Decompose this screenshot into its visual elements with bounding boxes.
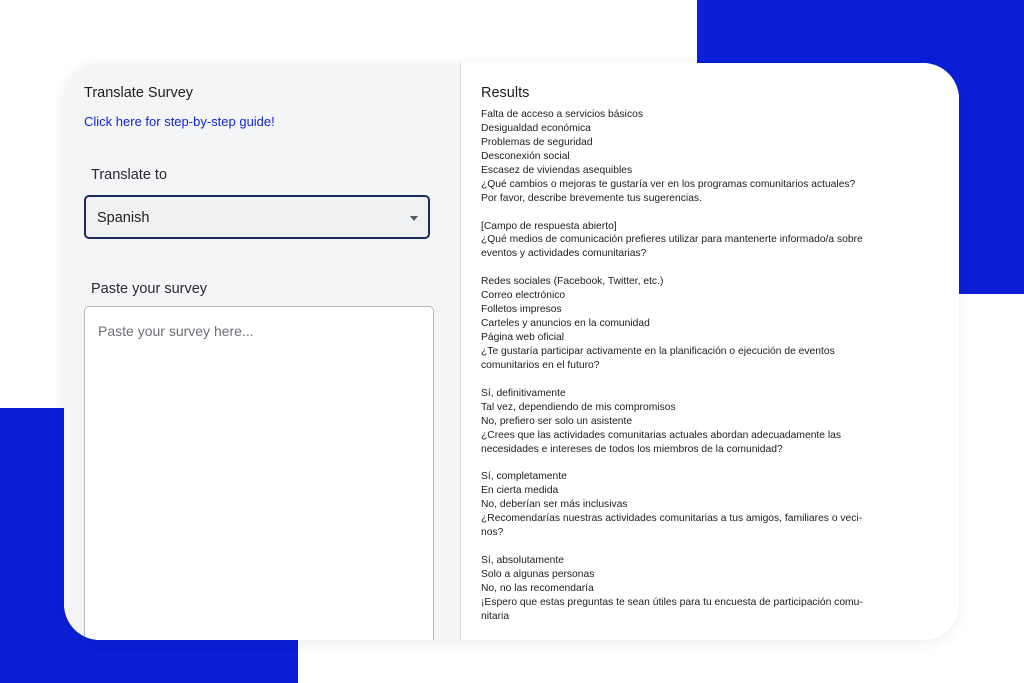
results-line (481, 540, 901, 554)
paste-survey-label: Paste your survey (91, 281, 208, 297)
results-line: No, deberían ser más inclusivas (481, 499, 628, 511)
results-line (481, 206, 901, 220)
results-line: comunitarios en el futuro? (481, 359, 600, 371)
results-line: No, no las recomendaría (481, 582, 594, 594)
results-line: ¿Recomendarías nuestras actividades comunitarias a tus amigos, familiares o veci- (481, 513, 863, 525)
app-window (64, 63, 959, 640)
input-panel (64, 63, 461, 640)
results-title: Results (481, 85, 530, 101)
selected-language: Spanish (97, 210, 150, 226)
results-line: Redes sociales (Facebook, Twitter, etc.) (481, 276, 664, 288)
results-line: [Campo de respuesta abierto] (481, 220, 617, 232)
results-line: Desigualdad económica (481, 122, 591, 134)
results-line: Carteles y anuncios en la comunidad (481, 318, 650, 330)
results-line: necesidades e intereses de todos los miembros de la comunidad? (481, 443, 783, 455)
results-line (481, 261, 901, 275)
language-select[interactable] (84, 195, 430, 239)
results-line: ¿Qué cambios o mejoras te gustaría ver en los programas comunitarios actuales? (481, 178, 856, 190)
results-line: Tal vez, dependiendo de mis compromisos (481, 401, 676, 413)
translate-to-label: Translate to (91, 167, 168, 183)
results-line: Sí, completamente (481, 471, 567, 483)
survey-textarea[interactable] (85, 307, 433, 640)
step-by-step-guide-link[interactable]: Click here for step-by-step guide! (84, 114, 275, 129)
results-line: Página web oficial (481, 332, 564, 343)
survey-input-box (84, 306, 434, 640)
results-line (481, 373, 901, 387)
results-line: ¡Espero que estas preguntas te sean útiles para tu encuesta de participación comu- (481, 596, 863, 608)
results-line: Sí, absolutamente (481, 555, 564, 566)
results-line: Folletos impresos (481, 304, 562, 316)
results-line: No, prefiero ser solo un asistente (481, 415, 633, 427)
results-line: Falta de acceso a servicios básicos (481, 109, 643, 120)
results-text (481, 108, 901, 624)
app-title: Translate Survey (84, 85, 194, 101)
results-line: ¿Crees que las actividades comunitarias actuales abordan adecuadamente las (481, 429, 842, 441)
results-line: ¿Te gustaría participar activamente en la planificación o ejecución de eventos (481, 345, 835, 357)
results-line (481, 456, 901, 470)
results-line: Solo a algunas personas (481, 568, 595, 580)
results-line: En cierta medida (481, 485, 559, 497)
results-panel (461, 63, 959, 640)
results-line: nitaria (481, 610, 510, 622)
results-line: Por favor, describe brevemente tus sugerencias. (481, 192, 702, 204)
results-line: nos? (481, 527, 504, 539)
chevron-down-icon (410, 216, 418, 221)
results-line: Correo electrónico (481, 290, 566, 302)
results-line: eventos y actividades comunitarias? (481, 248, 647, 260)
results-line: Problemas de seguridad (481, 136, 593, 148)
results-line: ¿Qué medios de comunicación prefieres utilizar para mantenerte informado/a sobre (481, 234, 863, 246)
results-line: Escasez de viviendas asequibles (481, 164, 633, 176)
results-line: Sí, definitivamente (481, 387, 566, 399)
results-line: Desconexión social (481, 150, 570, 162)
